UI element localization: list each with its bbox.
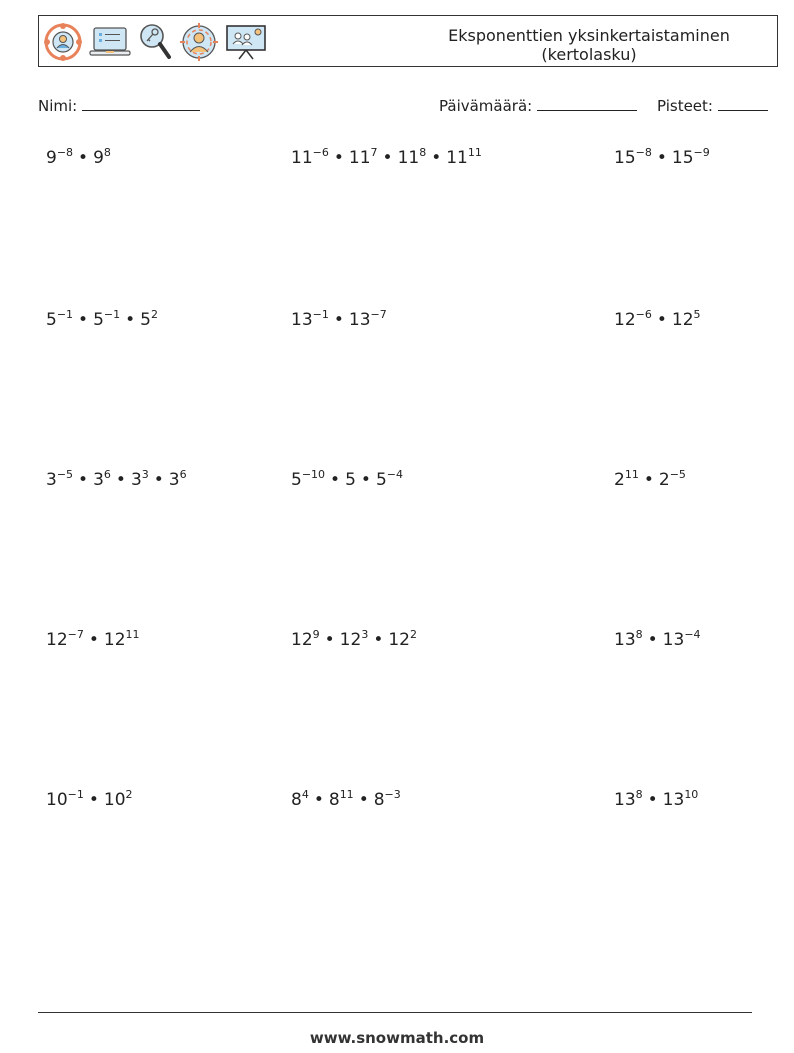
multiply-dot: • [88,790,99,810]
power-exponent: 11 [125,628,140,641]
power-base: 2 [614,470,625,490]
name-blank[interactable] [82,94,200,111]
power-exponent: −5 [56,468,74,481]
footer-divider [38,1012,752,1013]
power-base: 13 [291,310,313,330]
power-base: 12 [671,310,694,330]
worksheet-header [38,15,778,67]
multiply-dot: • [647,790,658,810]
multiply-dot: • [78,148,89,168]
power-base: 12 [291,630,313,650]
power-base: 10 [46,790,68,810]
multiply-dot: • [647,630,658,650]
presentation-board-icon [225,23,267,61]
problem-2 [291,148,482,168]
power-exponent: −1 [67,788,84,801]
problem-5 [291,310,387,330]
multiply-dot: • [333,310,344,330]
multiply-dot: • [643,470,654,490]
power-base: 5 [93,310,104,330]
score-field[interactable] [657,94,768,115]
power-exponent: 5 [693,308,701,321]
power-base: 5 [46,310,57,330]
power-exponent: 2 [150,308,158,321]
problem-15 [614,790,698,810]
power-base: 12 [339,630,362,650]
problem-1 [46,148,111,168]
date-blank[interactable] [537,94,637,111]
power-base: 12 [388,630,410,650]
problem-3 [614,148,710,168]
power-base: 13 [614,790,636,810]
magnifier-key-icon [137,21,173,63]
multiply-dot: • [115,470,126,490]
problem-10 [46,630,140,650]
multiply-dot: • [125,310,136,330]
header-icons [43,20,267,64]
power-exponent: 6 [103,468,111,481]
title-line-1: Eksponenttien yksinkertaistaminen [448,26,730,45]
power-base: 9 [46,148,57,168]
power-exponent: 10 [684,788,699,801]
name-field[interactable] [38,94,200,115]
power-exponent: −1 [103,308,121,321]
multiply-dot: • [656,310,667,330]
multiply-dot: • [360,470,371,490]
power-exponent: 8 [635,628,643,641]
name-label: Nimi: [38,97,78,115]
power-exponent: 4 [301,788,309,801]
power-base: 3 [130,470,142,490]
power-base: 12 [46,630,68,650]
power-exponent: 2 [125,788,133,801]
power-exponent: −8 [56,146,74,159]
problem-14 [291,790,401,810]
power-exponent: −4 [386,468,403,481]
multiply-dot: • [330,470,341,490]
power-base: 3 [93,470,104,490]
power-base: 10 [103,790,126,810]
score-label: Pisteet: [657,97,713,115]
problem-7 [46,470,187,490]
power-base: 5 [291,470,302,490]
power-exponent: 11 [339,788,354,801]
multiply-dot: • [313,790,324,810]
power-exponent: −6 [635,308,652,321]
power-exponent: −3 [384,788,401,801]
power-exponent: −5 [669,468,686,481]
power-exponent: 11 [624,468,639,481]
problem-8 [291,470,403,490]
power-exponent: −1 [56,308,74,321]
power-base: 2 [658,470,670,490]
power-base: 15 [671,148,694,168]
power-exponent: −10 [301,468,326,481]
power-exponent: 3 [361,628,369,641]
power-exponent: −7 [370,308,387,321]
power-base: 8 [291,790,302,810]
multiply-dot: • [333,148,344,168]
power-exponent: −4 [684,628,701,641]
date-field[interactable] [439,94,637,115]
laptop-checklist-icon [89,24,131,60]
multiply-dot: • [382,148,393,168]
problem-13 [46,790,133,810]
target-user-icon [179,22,219,62]
power-base: 15 [614,148,636,168]
power-base: 11 [397,148,420,168]
power-exponent: −1 [312,308,329,321]
power-exponent: −7 [67,628,84,641]
power-base: 13 [348,310,371,330]
multiply-dot: • [358,790,369,810]
power-exponent: 7 [370,146,378,159]
power-base: 9 [93,148,104,168]
power-exponent: 8 [635,788,643,801]
power-exponent: 11 [467,146,482,159]
multiply-dot: • [78,310,89,330]
power-exponent: 2 [409,628,417,641]
power-exponent: 8 [419,146,427,159]
power-base: 11 [446,148,468,168]
power-base: 8 [328,790,340,810]
power-base: 5 [140,310,151,330]
power-exponent: 8 [103,146,111,159]
power-exponent: −9 [693,146,710,159]
multiply-dot: • [656,148,667,168]
power-base: 11 [348,148,371,168]
title-line-2: (kertolasku) [541,45,637,64]
power-exponent: −8 [635,146,652,159]
power-base: 11 [291,148,313,168]
multiply-dot: • [153,470,164,490]
problem-6 [614,310,701,330]
multiply-dot: • [431,148,442,168]
power-exponent: 3 [141,468,149,481]
power-base: 12 [103,630,126,650]
power-base: 5 [375,470,387,490]
power-base: 8 [373,790,385,810]
power-exponent: 6 [179,468,187,481]
problem-11 [291,630,417,650]
problem-4 [46,310,158,330]
multiply-dot: • [88,630,99,650]
power-base: 5 [345,470,356,490]
problem-9 [614,470,686,490]
multiply-dot: • [78,470,89,490]
power-base: 13 [614,630,636,650]
power-base: 3 [46,470,57,490]
multiply-dot: • [373,630,384,650]
multiply-dot: • [324,630,335,650]
score-blank[interactable] [718,94,768,111]
problem-12 [614,630,701,650]
worksheet-title [419,26,759,64]
date-label: Päivämäärä: [439,97,533,115]
footer-url: www.snowmath.com [309,1029,485,1047]
power-base: 13 [662,630,685,650]
power-base: 13 [662,790,685,810]
power-base: 12 [614,310,636,330]
power-exponent: 9 [312,628,320,641]
power-base: 3 [168,470,180,490]
power-exponent: −6 [312,146,329,159]
lifebuoy-user-icon [43,22,83,62]
